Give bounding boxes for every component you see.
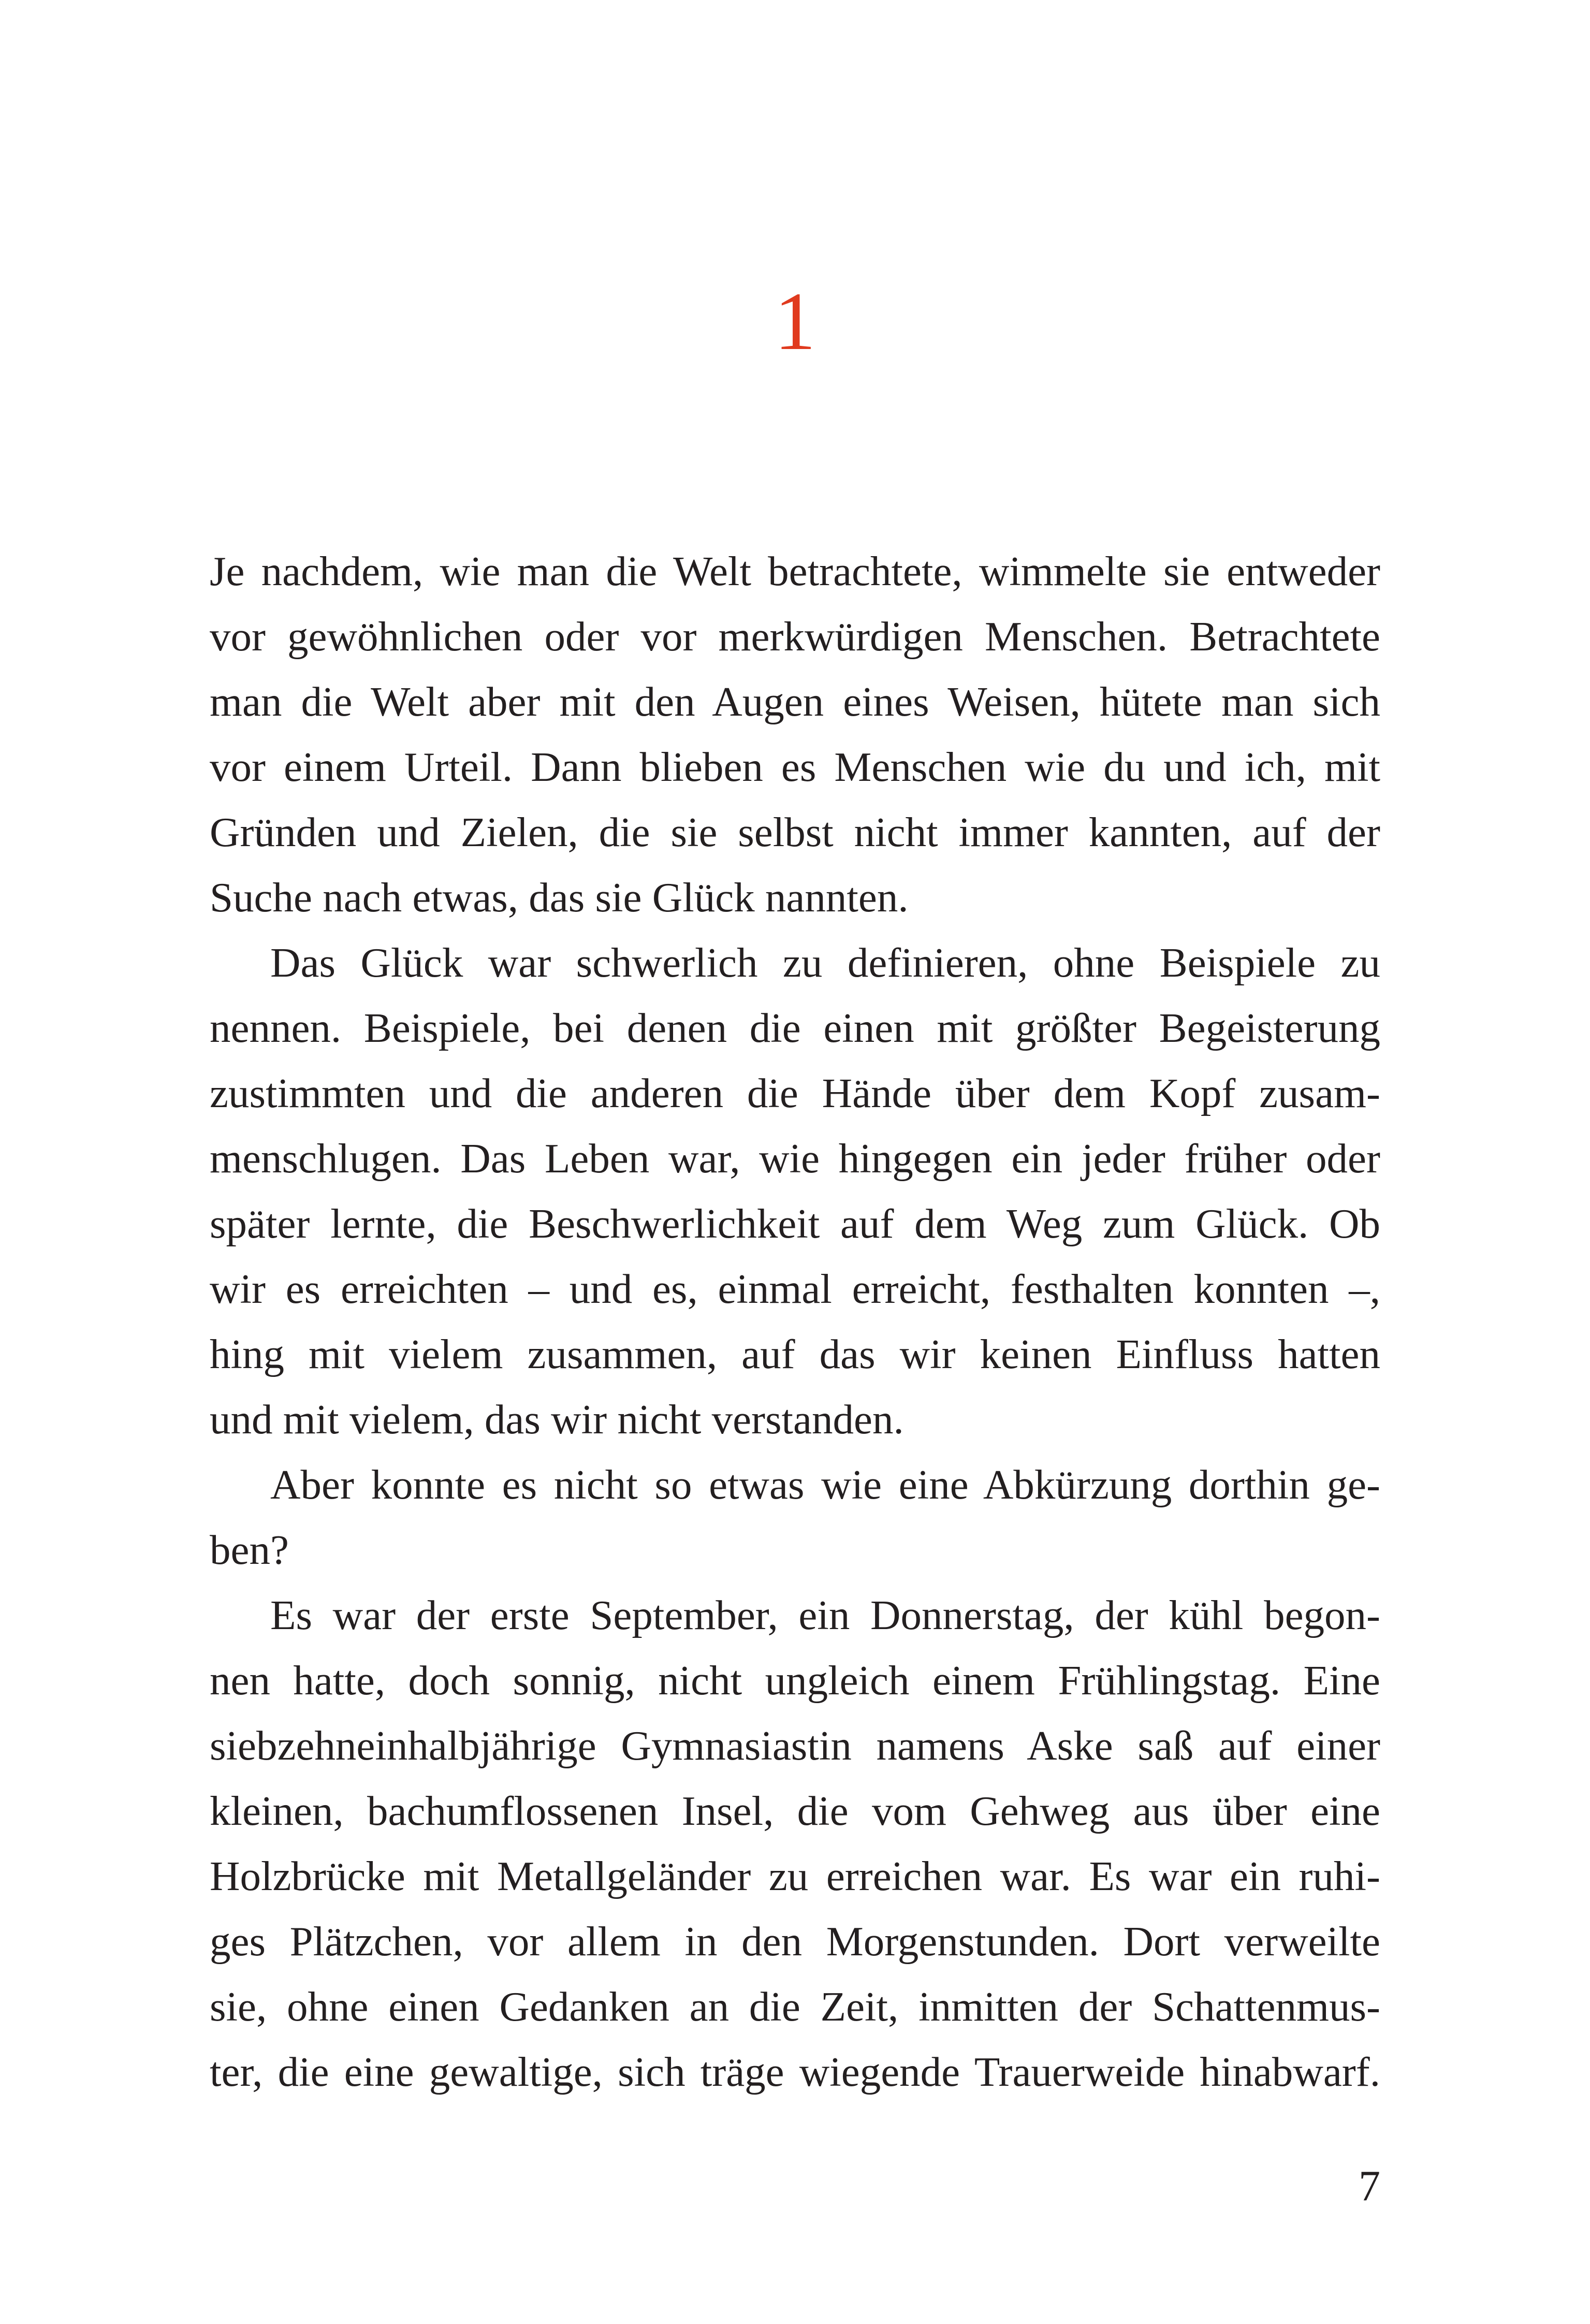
page-number: 7 xyxy=(1359,2162,1380,2210)
text-line: Holzbrücke mit Metallgeländer zu erreichen war. Es war ein ruhi- xyxy=(210,1853,1380,1899)
text-line: ges Plätzchen, vor allem in den Morgenstunden. Dort verweilte xyxy=(210,1918,1380,1965)
text-line: Je nachdem, wie man die Welt betrachtete, wimmelte sie entweder xyxy=(210,548,1380,594)
text-line: später lernte, die Beschwerlichkeit auf dem Weg zum Glück. Ob xyxy=(210,1200,1380,1247)
chapter-number: 1 xyxy=(774,275,816,367)
text-line: vor gewöhnlichen oder vor merkwürdigen Menschen. Betrachtete xyxy=(210,613,1380,660)
text-line: nennen. Beispiele, bei denen die einen mit größter Begeisterung xyxy=(210,1005,1380,1051)
text-line: wir es erreichten – und es, einmal erreicht, festhalten konnten –, xyxy=(210,1266,1380,1312)
text-line: menschlugen. Das Leben war, wie hingegen ein jeder früher oder xyxy=(210,1135,1380,1182)
text-line: ter, die eine gewaltige, sich träge wiegende Trauerweide hinabwarf. xyxy=(210,2049,1380,2095)
text-line: Das Glück war schwerlich zu definieren, ohne Beispiele zu xyxy=(270,939,1380,986)
text-line: und mit vielem, das wir nicht verstanden. xyxy=(210,1396,904,1443)
text-line: zustimmten und die anderen die Hände über dem Kopf zusam- xyxy=(210,1070,1380,1116)
text-line: Gründen und Zielen, die sie selbst nicht immer kannten, auf der xyxy=(210,809,1380,855)
text-line: Aber konnte es nicht so etwas wie eine Abkürzung dorthin ge- xyxy=(270,1461,1380,1508)
text-line: vor einem Urteil. Dann blieben es Menschen wie du und ich, mit xyxy=(210,744,1380,790)
body-text xyxy=(210,539,1380,2104)
text-line: nen hatte, doch sonnig, nicht ungleich einem Frühlingstag. Eine xyxy=(210,1657,1380,1704)
text-line: hing mit vielem zusammen, auf das wir keinen Einfluss hatten xyxy=(210,1331,1380,1377)
text-line: kleinen, bachumflossenen Insel, die vom Gehweg aus über eine xyxy=(210,1788,1380,1834)
text-line: man die Welt aber mit den Augen eines Weisen, hütete man sich xyxy=(210,678,1380,725)
text-line: ben? xyxy=(210,1527,289,1573)
text-line: Suche nach etwas, das sie Glück nannten. xyxy=(210,874,909,921)
text-line: siebzehneinhalbjährige Gymnasiastin namens Aske saß auf einer xyxy=(210,1722,1380,1769)
text-line: sie, ohne einen Gedanken an die Zeit, inmitten der Schattenmus- xyxy=(210,1983,1380,2030)
text-line: Es war der erste September, ein Donnerstag, der kühl begon- xyxy=(270,1592,1380,1638)
